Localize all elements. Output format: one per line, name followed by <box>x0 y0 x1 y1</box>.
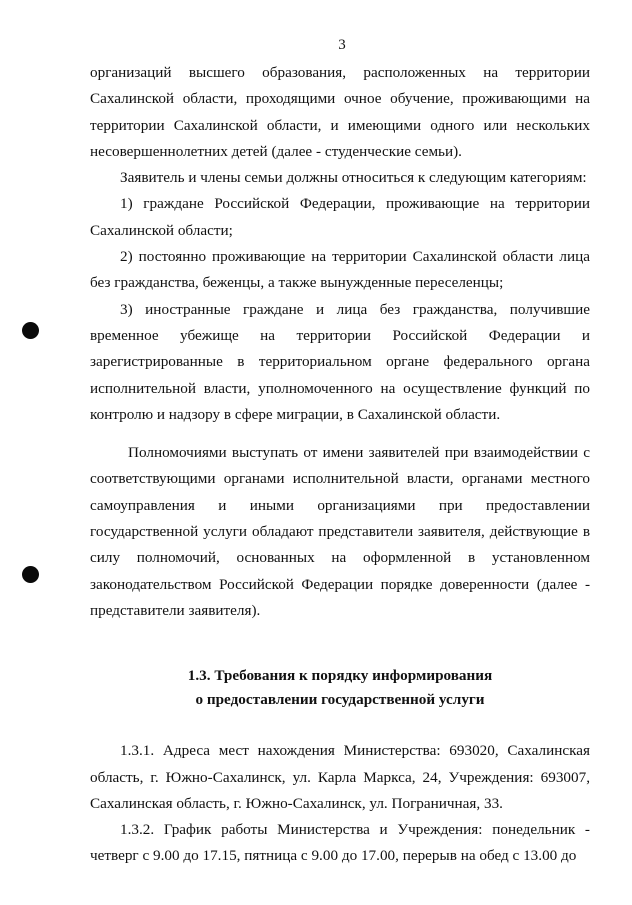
list-item-1: 1) граждане Российской Федерации, проживающие на территории Сахалинской области; <box>90 195 590 239</box>
punch-hole <box>22 566 39 583</box>
paragraph-representatives: Полномочиями выступать от имени заявителей при взаимодействии с соответствующими органами исполнительной власти, органами местного самоуправления и иными организациями при предоставлении государственной услуги обладают представители заявителя, действующие в силу полномочий, основанных на оформленной в установленном законодательством Российской Федерации порядке доверенности (далее - представители заявителя). <box>90 444 590 619</box>
punch-hole <box>22 322 39 339</box>
page-number: 3 <box>338 37 346 53</box>
paragraph-schedule: 1.3.2. График работы Министерства и Учреждения: понедельник - четверг с 9.00 до 17.15, пятница с 9.00 до 17.00, перерыв на обед с 13.00 до <box>90 821 590 865</box>
document-body <box>90 60 590 870</box>
list-item-3: 3) иностранные граждане и лица без гражданства, получившие временное убежище на территории Российской Федерации и зарегистрированные в территориальном органе федерального органа исполнительной власти, уполномоченного на осуществление функций по контролю и надзору в сфере миграции, в Сахалинской области. <box>90 300 590 423</box>
section-heading-line1: 1.3. Требования к порядку информирования <box>187 667 493 685</box>
list-item-2: 2) постоянно проживающие на территории Сахалинской области лица без гражданства, беженцы, а также вынужденные переселенцы; <box>90 248 590 292</box>
section-heading-line2: о предоставлении государственной услуги <box>195 691 485 709</box>
paragraph-students: организаций высшего образования, расположенных на территории Сахалинской области, проходящими очное обучение, проживающими на территории Сахалинской области, и имеющими одного или нескольких несовершеннолетних детей (далее - студенческие семьи). <box>90 64 590 160</box>
paragraph-categories-intro: Заявитель и члены семьи должны относиться к следующим категориям: <box>120 169 587 187</box>
paragraph-addresses: 1.3.1. Адреса мест нахождения Министерства: 693020, Сахалинская область, г. Южно-Сахалинск, ул. Карла Маркса, 24, Учреждения: 693007, Сахалинская область, г. Южно-Сахалинск, ул. Пограничная, 33. <box>90 742 590 812</box>
